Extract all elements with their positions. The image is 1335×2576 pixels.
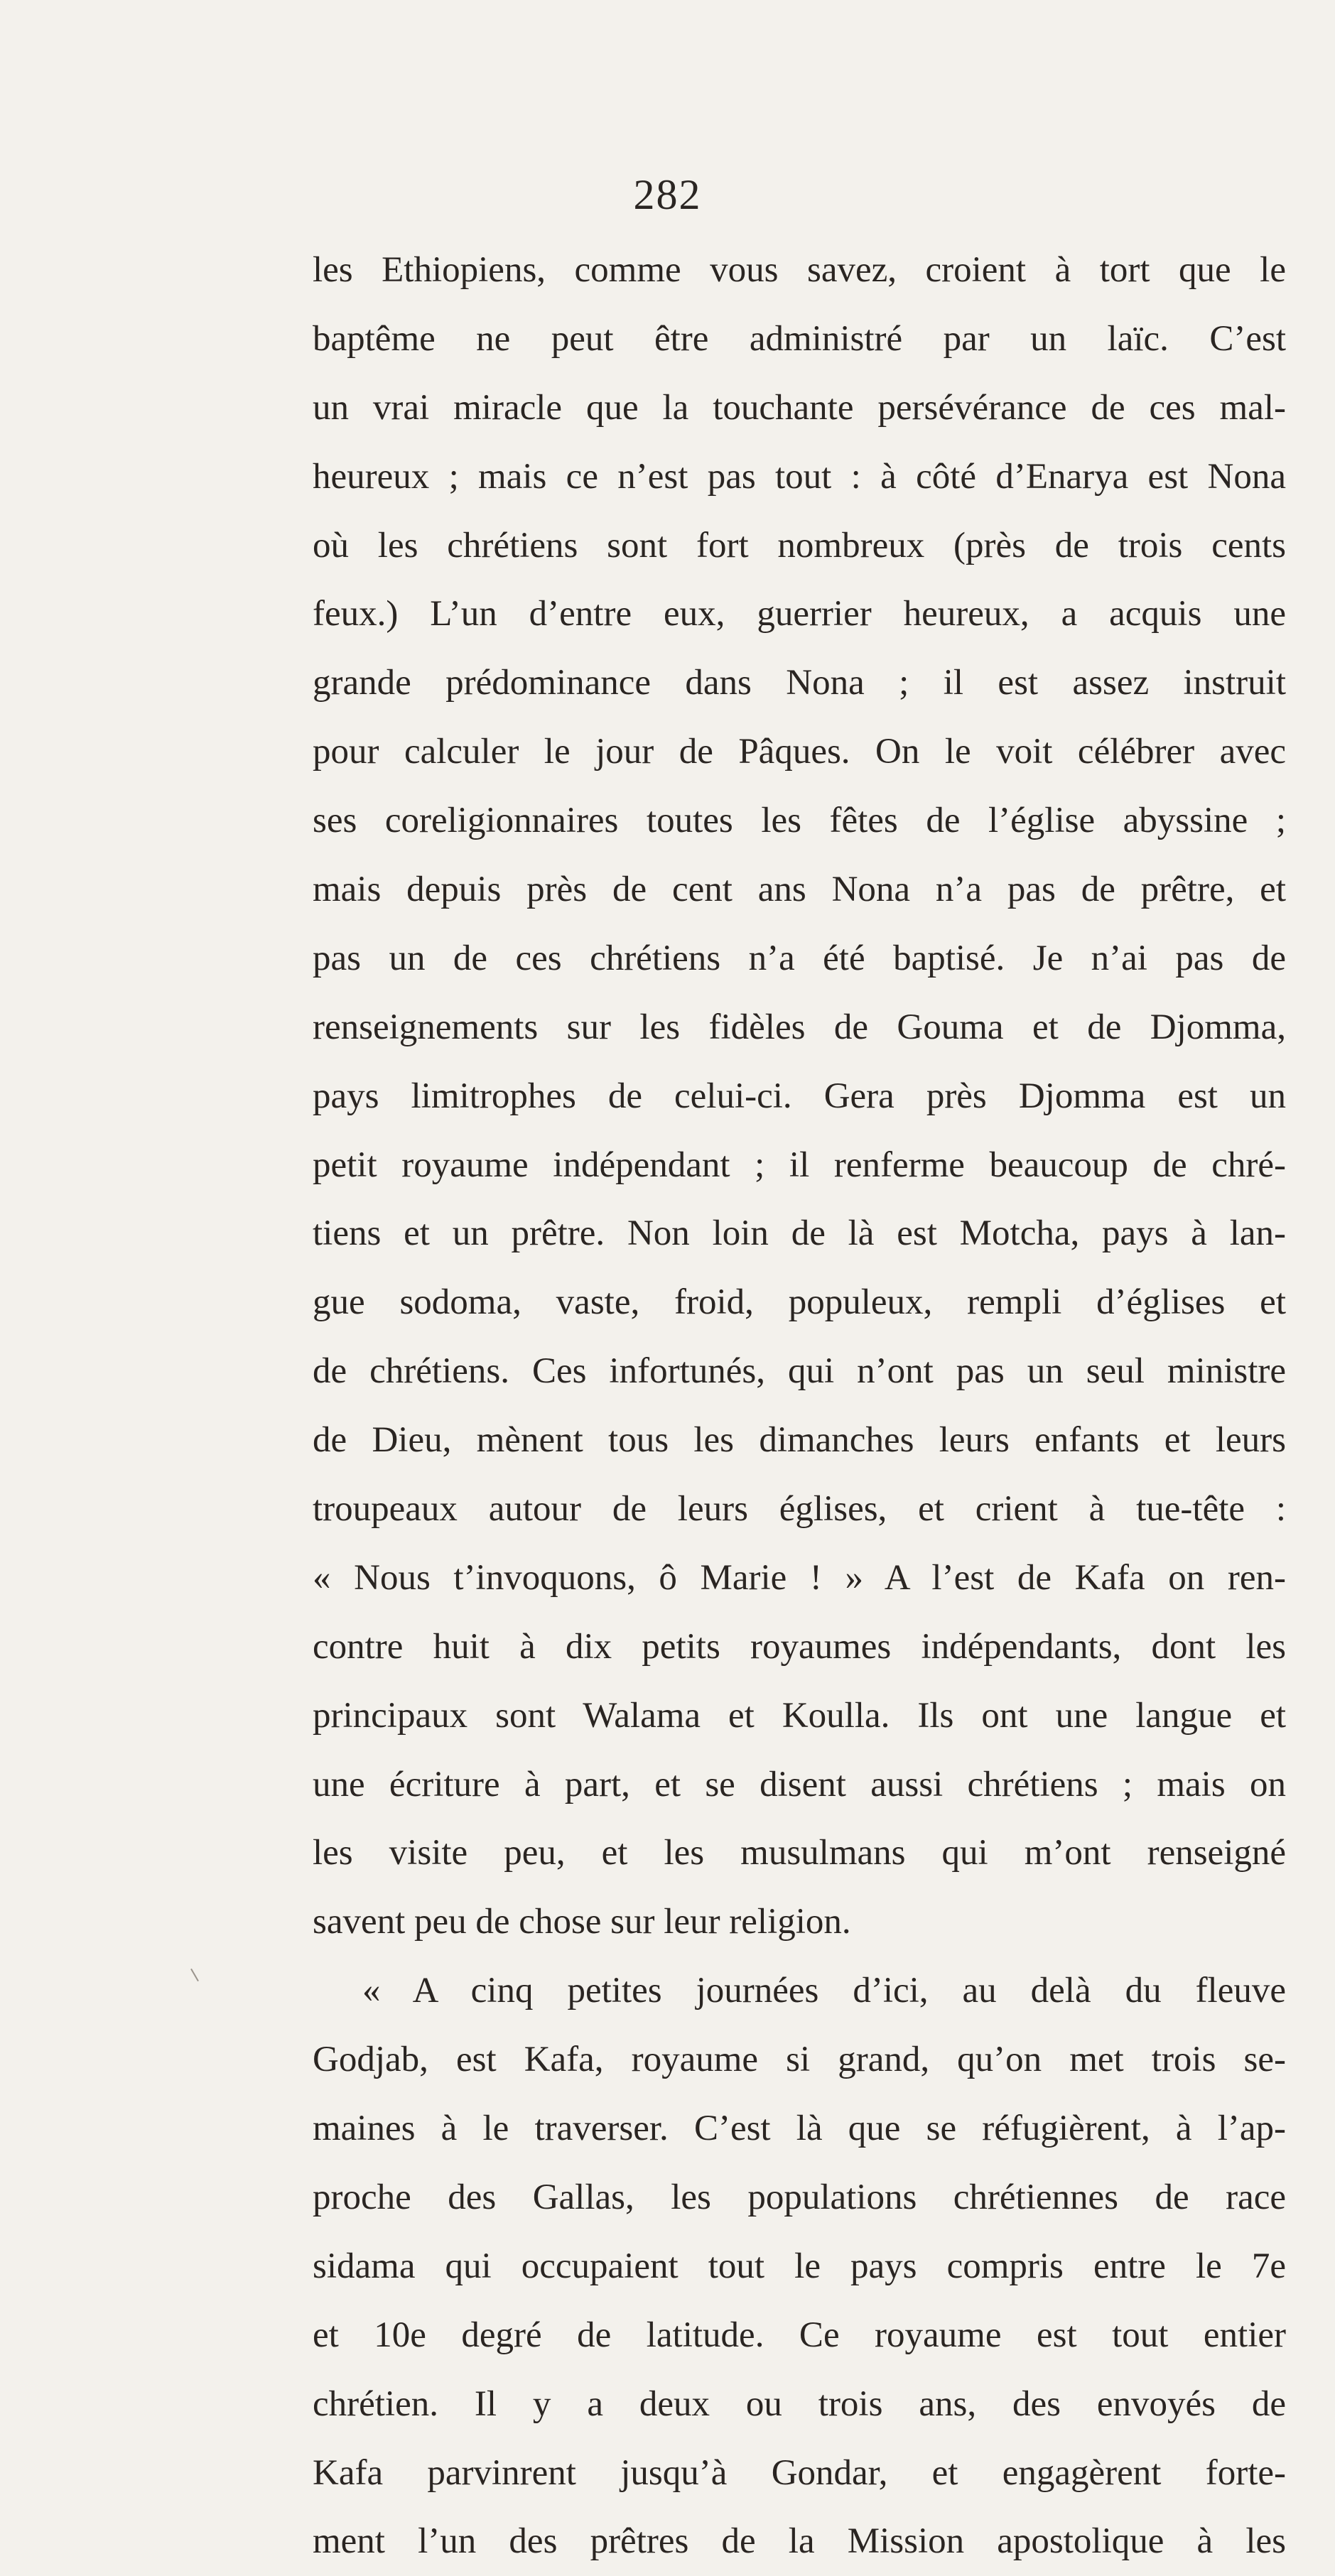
paper-speck	[190, 1969, 199, 1981]
text-line: un vrai miracle que la touchante persévérance de ces mal-	[313, 387, 1286, 428]
text-line: troupeaux autour de leurs églises, et crient à tue-tête :	[313, 1489, 1286, 1530]
text-line: pour calculer le jour de Pâques. On le voit célébrer avec	[313, 732, 1286, 772]
text-line: Godjab, est Kafa, royaume si grand, qu’on met trois se-	[313, 2040, 1286, 2080]
text-line: de chrétiens. Ces infortunés, qui n’ont pas un seul ministre	[313, 1351, 1286, 1392]
text-line: Kafa parvinrent jusqu’à Gondar, et engagèrent forte-	[313, 2452, 1286, 2493]
text-line: savent peu de chose sur leur religion.	[313, 1902, 851, 1942]
text-line: où les chrétiens sont fort nombreux (près de trois cents	[313, 525, 1286, 565]
page-number: 282	[633, 171, 702, 218]
text-line: principaux sont Walama et Koulla. Ils ont une langue et	[313, 1695, 1286, 1736]
text-line: les visite peu, et les musulmans qui m’ont renseigné	[313, 1833, 1286, 1873]
text-line: gue sodoma, vaste, froid, populeux, rempli d’églises et	[313, 1282, 1286, 1323]
text-line: ses coreligionnaires toutes les fêtes de l’église abyssine ;	[313, 801, 1286, 841]
text-line: sidama qui occupaient tout le pays compris entre le 7e	[313, 2246, 1286, 2286]
text-line: une écriture à part, et se disent aussi chrétiens ; mais on	[313, 1764, 1286, 1804]
text-line: pas un de ces chrétiens n’a été baptisé. Je n’ai pas de	[313, 938, 1286, 978]
text-line: feux.) L’un d’entre eux, guerrier heureux, a acquis une	[313, 594, 1286, 634]
text-line: de Dieu, mènent tous les dimanches leurs enfants et leurs	[313, 1420, 1286, 1461]
text-line: ment l’un des prêtres de la Mission apostolique à les	[313, 2521, 1286, 2562]
text-line: petit royaume indépendant ; il renferme beaucoup de chré-	[313, 1144, 1286, 1185]
text-line: renseignements sur les fidèles de Gouma et de Djomma,	[313, 1007, 1286, 1047]
text-line: heureux ; mais ce n’est pas tout : à côté d’Enarya est Nona	[313, 456, 1286, 497]
text-line: mais depuis près de cent ans Nona n’a pas de prêtre, et	[313, 870, 1286, 910]
text-line: grande prédominance dans Nona ; il est assez instruit	[313, 663, 1286, 703]
text-line: « A cinq petites journées d’ici, au delà du fleuve	[362, 1971, 1286, 2011]
text-line: contre huit à dix petits royaumes indépendants, dont les	[313, 1626, 1286, 1667]
text-line: et 10e degré de latitude. Ce royaume est tout entier	[313, 2315, 1286, 2355]
text-line: tiens et un prêtre. Non loin de là est Motcha, pays à lan-	[313, 1213, 1286, 1254]
text-line: proche des Gallas, les populations chrétiennes de race	[313, 2177, 1286, 2217]
text-line: pays limitrophes de celui-ci. Gera près Djomma est un	[313, 1076, 1286, 1116]
text-line: « Nous t’invoquons, ô Marie ! » A l’est de Kafa on ren-	[313, 1557, 1286, 1598]
text-line: maines à le traverser. C’est là que se réfugièrent, à l’ap-	[313, 2109, 1286, 2149]
body-text	[313, 236, 1286, 2576]
text-line: baptême ne peut être administré par un laïc. C’est	[313, 318, 1286, 359]
text-line: chrétien. Il y a deux ou trois ans, des envoyés de	[313, 2383, 1286, 2424]
text-line: les Ethiopiens, comme vous savez, croient à tort que le	[313, 250, 1286, 290]
